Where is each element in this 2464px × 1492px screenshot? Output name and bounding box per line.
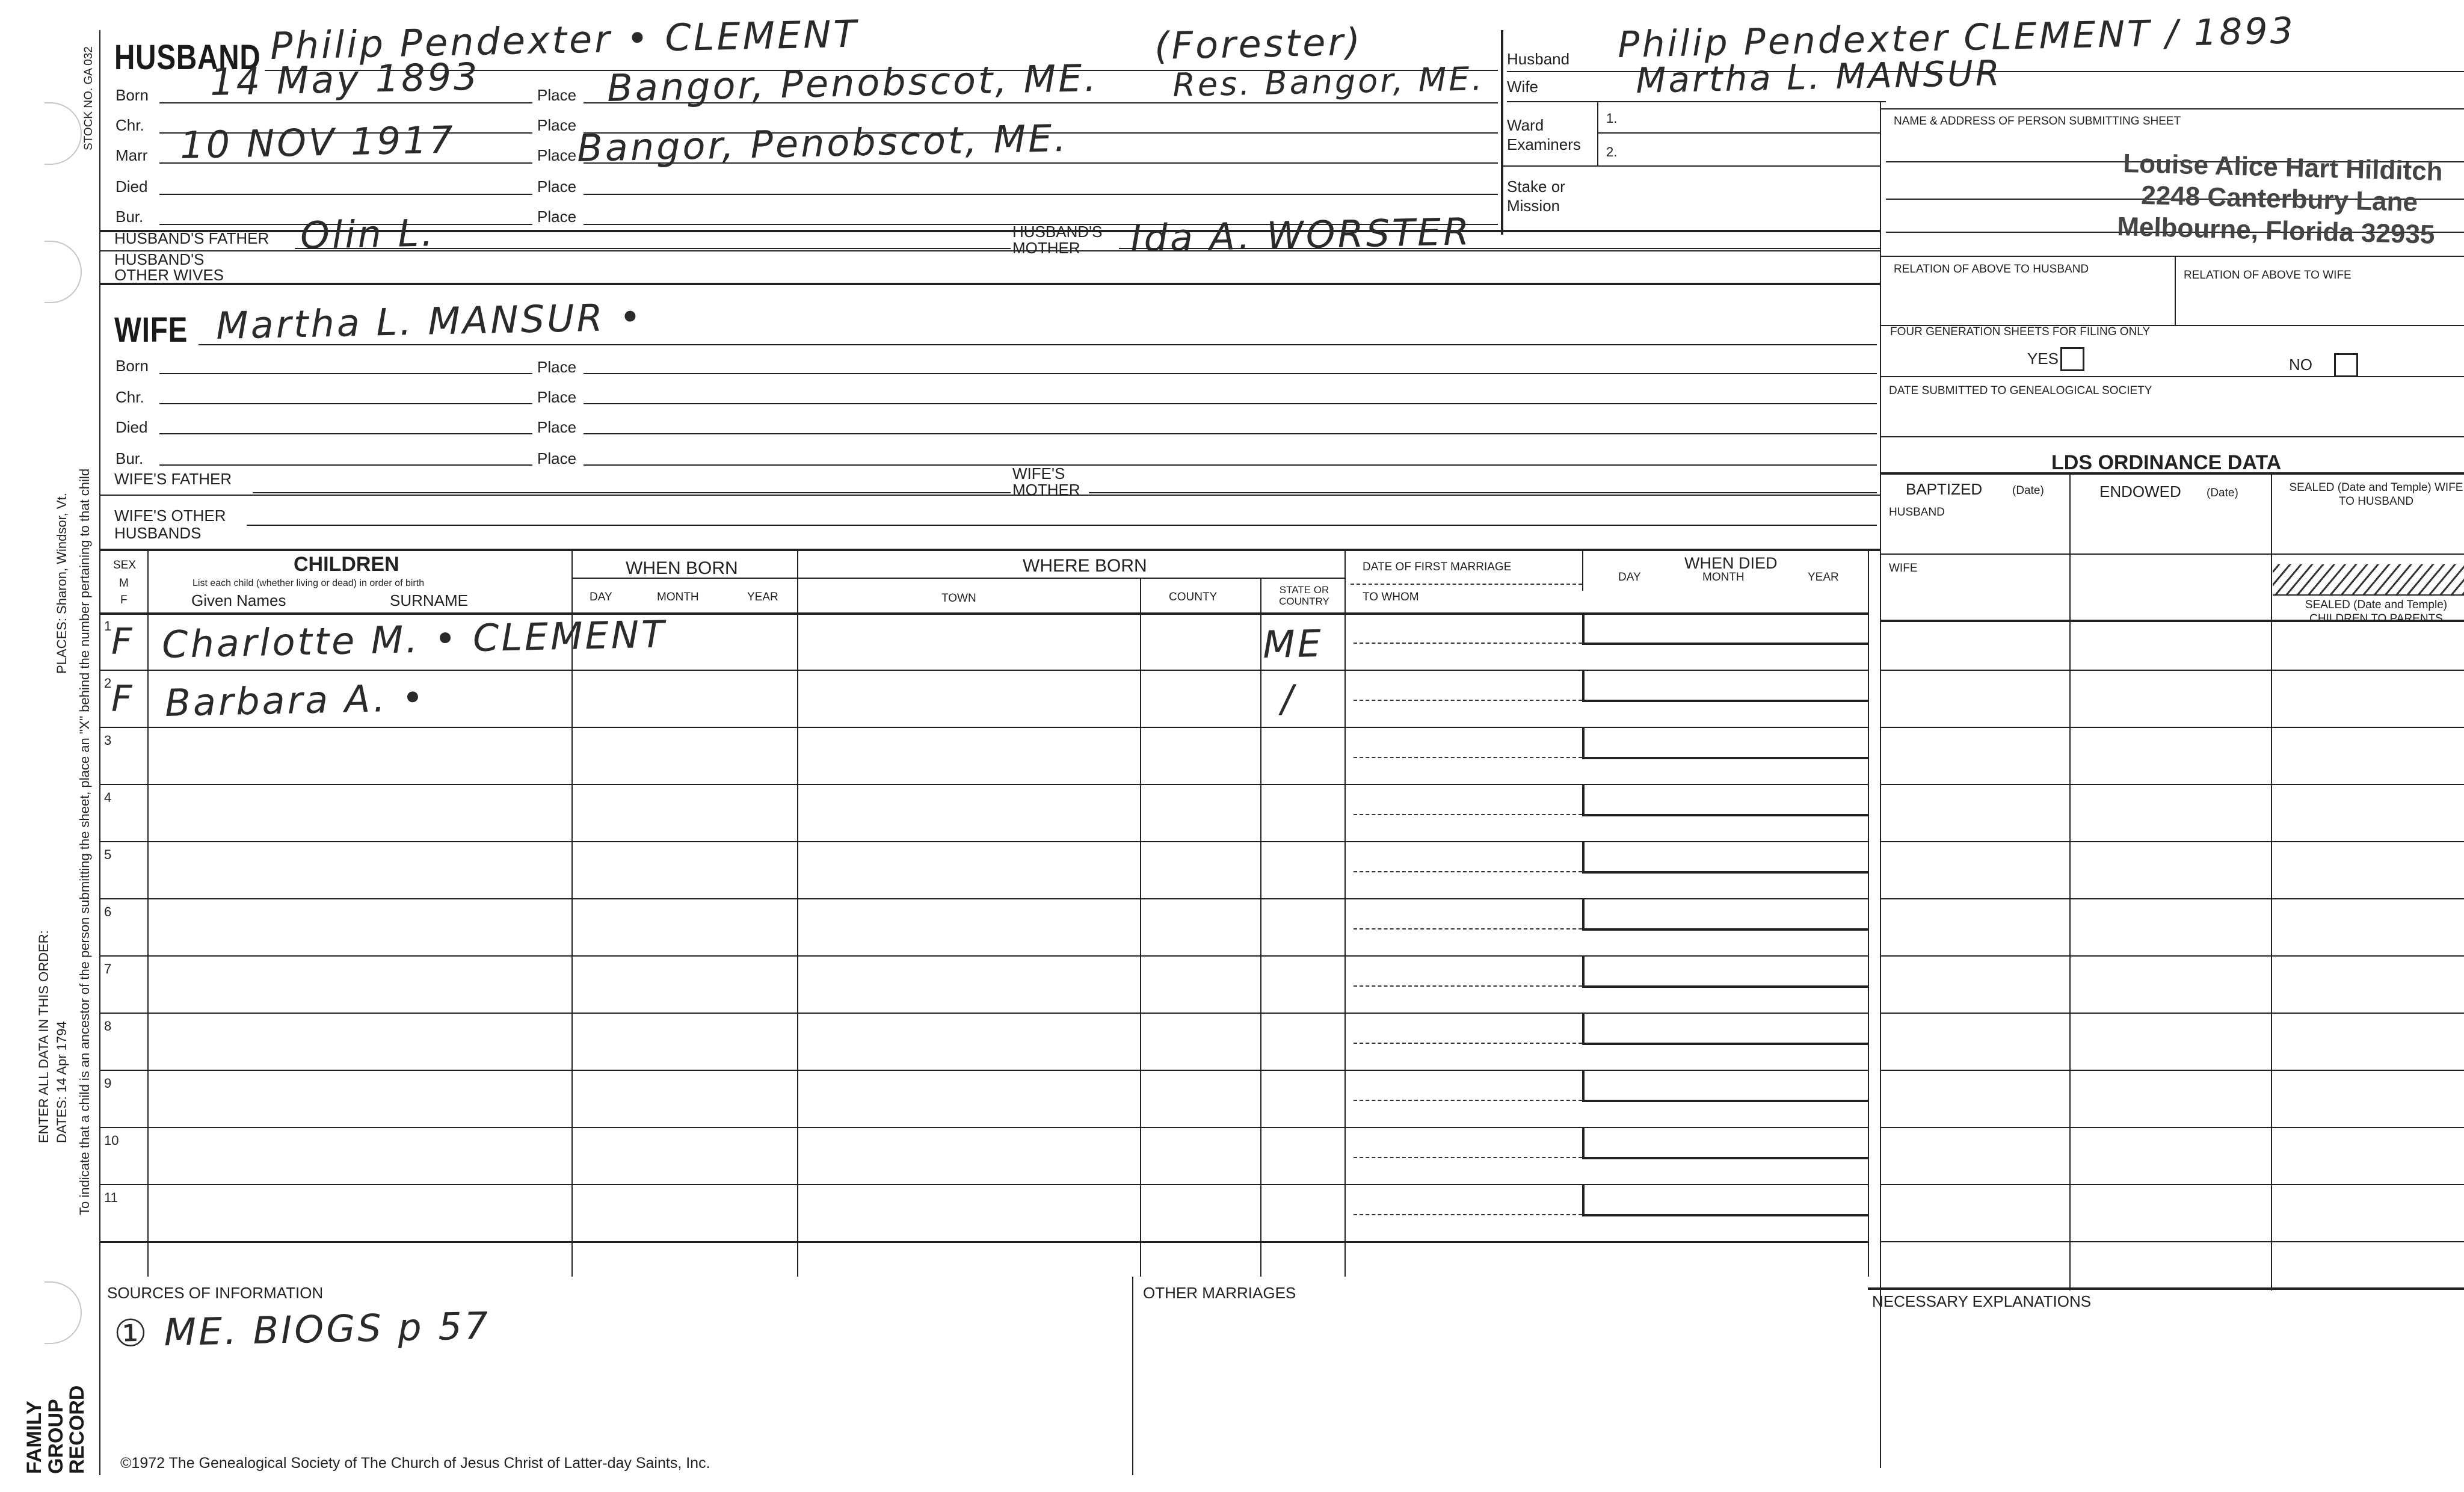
sex-header: SEX bbox=[113, 559, 137, 572]
husbands-father-name: Olin L. bbox=[300, 211, 436, 257]
examiners-label: Examiners bbox=[1507, 135, 1581, 153]
dashed-rule bbox=[1354, 643, 1582, 644]
sealed-children-label: SEALED (Date and Temple) CHILDREN TO PARENTS bbox=[2305, 599, 2448, 625]
rule bbox=[1868, 1287, 2464, 1290]
rule bbox=[1582, 841, 1585, 871]
children-note: List each child (whether living or dead) in order of birth bbox=[192, 578, 425, 588]
child2-state: / bbox=[1280, 676, 1296, 721]
necessary-explanations-label: NECESSARY EXPLANATIONS bbox=[1872, 1292, 2092, 1310]
table-row bbox=[99, 1070, 1868, 1128]
enter-order-note: ENTER ALL DATA IN THIS ORDER: bbox=[36, 930, 51, 1143]
died-label: Died bbox=[116, 177, 148, 196]
husbands-mother-label: HUSBAND'S MOTHER bbox=[1012, 223, 1103, 257]
row-number: 1 bbox=[104, 618, 112, 633]
submitter-street: 2248 Canterbury Lane bbox=[2140, 180, 2418, 218]
dates-example: DATES: 14 Apr 1794 bbox=[54, 1021, 69, 1143]
baptized-date-label: (Date) bbox=[2012, 484, 2044, 497]
rule bbox=[2271, 472, 2272, 1290]
dashed-rule bbox=[1351, 584, 1582, 585]
rule bbox=[584, 403, 1877, 404]
dashed-rule bbox=[1354, 1043, 1582, 1044]
copyright: ©1972 The Genealogical Society of The Church of Jesus Christ of Latter-day Saints, Inc. bbox=[120, 1455, 710, 1472]
rule bbox=[1582, 1184, 1585, 1214]
sources-label: SOURCES OF INFORMATION bbox=[107, 1284, 324, 1302]
rule bbox=[1582, 700, 1868, 702]
rule bbox=[1507, 101, 1886, 102]
table-row bbox=[99, 898, 1868, 957]
baptized-label: BAPTIZED bbox=[1906, 480, 1983, 498]
places-example: PLACES: Sharon, Windsor, Vt. bbox=[54, 493, 69, 674]
dashed-rule bbox=[1354, 928, 1582, 929]
table-row bbox=[99, 1127, 1868, 1185]
rule bbox=[1880, 955, 2464, 957]
died-year-header: YEAR bbox=[1808, 571, 1839, 584]
born-label: Born bbox=[116, 86, 149, 104]
when-died-header: WHEN DIED bbox=[1684, 554, 1778, 572]
given-names-header: Given Names bbox=[191, 591, 286, 609]
place-label: Place bbox=[537, 449, 577, 467]
dashed-rule bbox=[1354, 1157, 1582, 1158]
marriage-place: Bangor, Penobscot, ME. bbox=[576, 116, 1069, 170]
dashed-rule bbox=[1354, 871, 1582, 872]
year-header: YEAR bbox=[747, 591, 778, 603]
row-number: 4 bbox=[104, 790, 112, 805]
family-group-record-title: FAMILY GROUP RECORD bbox=[23, 1385, 89, 1474]
county-header: COUNTY bbox=[1169, 591, 1218, 603]
child2-name: Barbara A. • bbox=[164, 675, 427, 725]
wife-bur-label: Bur. bbox=[116, 449, 144, 467]
dashed-rule bbox=[1354, 814, 1582, 815]
rule bbox=[1582, 1127, 1585, 1157]
wife-heading: WIFE bbox=[114, 310, 188, 350]
right-wife-name: Martha L. MANSUR bbox=[1635, 52, 2003, 101]
endowed-label: ENDOWED bbox=[2099, 482, 2181, 501]
rule bbox=[584, 373, 1877, 374]
rule bbox=[1507, 71, 2464, 72]
wife-chr-label: Chr. bbox=[116, 388, 144, 406]
four-generation-label: FOUR GENERATION SHEETS FOR FILING ONLY bbox=[1890, 325, 2151, 338]
row-number: 10 bbox=[104, 1133, 119, 1148]
wifes-father-label: WIFE'S FATHER bbox=[114, 470, 232, 488]
rule bbox=[1582, 727, 1585, 757]
row-number: 8 bbox=[104, 1019, 112, 1034]
rule bbox=[1582, 1043, 1868, 1045]
rule bbox=[1582, 1070, 1585, 1100]
row-number: 9 bbox=[104, 1076, 112, 1091]
right-husband-name: Philip Pendexter CLEMENT / 1893 bbox=[1617, 10, 2296, 66]
rule bbox=[1582, 643, 1868, 645]
rule bbox=[1582, 871, 1868, 874]
rule bbox=[1880, 256, 2464, 257]
husbands-other-wives-label: HUSBAND'S OTHER WIVES bbox=[114, 250, 224, 284]
rule bbox=[1582, 784, 1585, 814]
rule bbox=[1089, 492, 1877, 493]
husband-heading: HUSBAND bbox=[114, 38, 261, 77]
relation-wife-label: RELATION OF ABOVE TO WIFE bbox=[2184, 269, 2352, 282]
child1-state: ME bbox=[1262, 621, 1324, 667]
stake-label: Stake or bbox=[1507, 177, 1565, 196]
dashed-rule bbox=[1354, 1214, 1582, 1215]
rule bbox=[584, 194, 1498, 195]
rule bbox=[1582, 1157, 1868, 1159]
row-number: 6 bbox=[104, 904, 112, 919]
rule bbox=[1597, 132, 1880, 134]
right-husband-label: Husband bbox=[1507, 50, 1570, 68]
rule bbox=[571, 578, 1344, 579]
rule bbox=[159, 433, 532, 434]
rule bbox=[1880, 108, 2464, 109]
rule bbox=[1582, 757, 1868, 759]
sex-f: F bbox=[120, 594, 128, 606]
source-1: ① ME. BIOGS p 57 bbox=[113, 1303, 491, 1355]
rule bbox=[1582, 814, 1868, 816]
table-row bbox=[99, 841, 1868, 899]
rule bbox=[584, 464, 1877, 466]
rule bbox=[199, 344, 1877, 345]
child2-sex: F bbox=[111, 678, 132, 720]
date-submitted-label: DATE SUBMITTED TO GENEALOGICAL SOCIETY bbox=[1889, 384, 2152, 397]
when-born-header: WHEN BORN bbox=[626, 558, 738, 578]
town-header: TOWN bbox=[941, 592, 976, 605]
place-label: Place bbox=[537, 418, 577, 436]
table-row bbox=[99, 1013, 1868, 1071]
husbands-father-label: HUSBAND'S FATHER bbox=[114, 229, 270, 247]
rule bbox=[1880, 784, 2464, 785]
died-day-header: DAY bbox=[1618, 571, 1641, 584]
rule bbox=[159, 464, 532, 466]
place-label: Place bbox=[537, 177, 577, 196]
examiner-1: 1. bbox=[1606, 111, 1618, 126]
indicate-ancestor-note: To indicate that a child is an ancestor of the person submitting the sheet, place an "X" behind the number pertaining to that child bbox=[77, 468, 92, 1215]
no-label: NO bbox=[2289, 356, 2312, 374]
wifes-mother-label: WIFE'S MOTHER bbox=[1012, 464, 1080, 499]
husband-occupation: (Forester) bbox=[1154, 19, 1363, 69]
child1-sex: F bbox=[111, 621, 132, 663]
rule bbox=[1582, 549, 1583, 591]
rule bbox=[1880, 1070, 2464, 1071]
bur-label: Bur. bbox=[116, 208, 144, 226]
rule bbox=[1582, 955, 1585, 985]
row-number: 5 bbox=[104, 847, 112, 862]
rule bbox=[1868, 549, 1869, 1277]
where-born-header: WHERE BORN bbox=[1023, 556, 1147, 576]
state-country-header: STATE OR COUNTRY bbox=[1279, 584, 1329, 607]
rule bbox=[99, 495, 1880, 496]
right-wife-label: Wife bbox=[1507, 78, 1538, 96]
examiner-2: 2. bbox=[1606, 144, 1618, 159]
children-header: CHILDREN bbox=[294, 553, 399, 576]
first-marriage-header: DATE OF FIRST MARRIAGE bbox=[1363, 561, 1512, 573]
mission-label: Mission bbox=[1507, 197, 1560, 215]
rule bbox=[1880, 436, 2464, 437]
rule bbox=[2069, 472, 2071, 1290]
marriage-date: 10 NOV 1917 bbox=[179, 117, 456, 167]
rule bbox=[99, 283, 1880, 285]
endowed-date-label: (Date) bbox=[2207, 487, 2238, 499]
rule bbox=[1880, 1013, 2464, 1014]
rule bbox=[1880, 376, 2464, 377]
rule bbox=[1119, 248, 1880, 249]
rule bbox=[159, 373, 532, 374]
row-number: 2 bbox=[104, 676, 112, 691]
rule bbox=[1597, 102, 1598, 165]
rule bbox=[584, 433, 1877, 434]
dashed-rule bbox=[1354, 985, 1582, 987]
place-label: Place bbox=[537, 116, 577, 134]
dashed-rule bbox=[1354, 757, 1582, 758]
rule bbox=[1880, 1184, 2464, 1185]
rule bbox=[1880, 670, 2464, 671]
rule bbox=[159, 194, 532, 195]
rule bbox=[2175, 256, 2176, 325]
child1-name: Charlotte M. • CLEMENT bbox=[161, 612, 667, 667]
husband-born-place: Bangor, Penobscot, ME. bbox=[606, 55, 1099, 110]
rule bbox=[1582, 898, 1585, 928]
ordinance-husband-label: HUSBAND bbox=[1889, 506, 1945, 519]
rule bbox=[1582, 1013, 1585, 1043]
rule bbox=[1880, 898, 2464, 899]
rule bbox=[99, 250, 1880, 251]
row-number: 7 bbox=[104, 961, 112, 976]
divider bbox=[1880, 102, 1881, 1468]
dashed-rule bbox=[1354, 700, 1582, 701]
rule bbox=[1582, 928, 1868, 931]
submitter-name: Louise Alice Hart Hilditch bbox=[2122, 149, 2444, 186]
relation-husband-label: RELATION OF ABOVE TO HUSBAND bbox=[1894, 263, 2089, 276]
no-checkbox[interactable] bbox=[2334, 353, 2358, 377]
table-row bbox=[99, 1184, 1868, 1243]
row-number: 3 bbox=[104, 733, 112, 748]
rule bbox=[99, 1277, 100, 1475]
rule bbox=[295, 248, 1011, 249]
submitter-city: Melbourne, Florida 32935 bbox=[2116, 212, 2435, 250]
yes-label: YES bbox=[2027, 350, 2059, 368]
wife-died-label: Died bbox=[116, 418, 148, 436]
rule bbox=[1582, 1214, 1868, 1216]
wife-name: Martha L. MANSUR • bbox=[215, 295, 644, 348]
place-label: Place bbox=[537, 358, 577, 376]
husbands-mother-name: Ida A. WORSTER bbox=[1130, 209, 1472, 260]
binder-hole bbox=[45, 102, 82, 165]
other-marriages-label: OTHER MARRIAGES bbox=[1143, 1284, 1296, 1302]
rule bbox=[1582, 670, 1585, 700]
wifes-other-husbands-label: WIFE'S OTHER HUSBANDS bbox=[114, 507, 226, 542]
sex-m: M bbox=[119, 577, 129, 590]
dashed-rule bbox=[1354, 1100, 1582, 1101]
table-row bbox=[99, 955, 1868, 1014]
lds-ordinance-heading: LDS ORDINANCE DATA bbox=[2051, 451, 2282, 474]
rule bbox=[1880, 472, 2464, 475]
rule bbox=[159, 403, 532, 404]
table-row bbox=[99, 727, 1868, 785]
rule bbox=[1582, 985, 1868, 988]
binder-hole bbox=[45, 241, 82, 303]
husband-born-date: 14 May 1893 bbox=[209, 54, 481, 104]
died-month-header: MONTH bbox=[1702, 571, 1745, 584]
surname-header: SURNAME bbox=[390, 591, 469, 609]
rule bbox=[253, 492, 1011, 493]
rule bbox=[1880, 620, 2464, 622]
place-label: Place bbox=[537, 146, 577, 164]
ordinance-wife-label: WIFE bbox=[1889, 562, 1918, 575]
divider bbox=[1501, 30, 1503, 235]
month-header: MONTH bbox=[657, 591, 699, 603]
rule bbox=[1880, 553, 2464, 555]
rule bbox=[1880, 727, 2464, 728]
day-header: DAY bbox=[590, 591, 612, 603]
marr-label: Marr bbox=[116, 146, 148, 164]
rule bbox=[1880, 1127, 2464, 1128]
chr-label: Chr. bbox=[116, 116, 144, 134]
yes-checkbox[interactable] bbox=[2060, 347, 2084, 371]
husband-name: Philip Pendexter • CLEMENT bbox=[270, 11, 860, 68]
wife-born-label: Born bbox=[116, 357, 149, 375]
hatched-area bbox=[2273, 564, 2464, 596]
husband-residence: Res. Bangor, ME. bbox=[1172, 60, 1485, 104]
sealed-wife-label: SEALED (Date and Temple) WIFE TO HUSBAND bbox=[2289, 481, 2463, 508]
to-whom-header: TO WHOM bbox=[1363, 591, 1419, 603]
rule bbox=[1582, 1100, 1868, 1102]
rule bbox=[1880, 841, 2464, 842]
place-label: Place bbox=[537, 208, 577, 226]
rule bbox=[1501, 165, 1880, 167]
row-number: 11 bbox=[104, 1190, 118, 1205]
place-label: Place bbox=[537, 86, 577, 104]
submitter-label: NAME & ADDRESS OF PERSON SUBMITTING SHEET bbox=[1894, 115, 2181, 128]
stock-number: STOCK NO. GA 032 bbox=[82, 46, 95, 150]
table-row bbox=[99, 784, 1868, 842]
rule bbox=[247, 525, 1877, 526]
rule bbox=[99, 549, 1880, 551]
rule bbox=[1880, 1241, 2464, 1242]
ward-label: Ward bbox=[1507, 116, 1544, 134]
rule bbox=[1132, 1277, 1133, 1475]
rule bbox=[1582, 612, 1585, 643]
place-label: Place bbox=[537, 388, 577, 406]
